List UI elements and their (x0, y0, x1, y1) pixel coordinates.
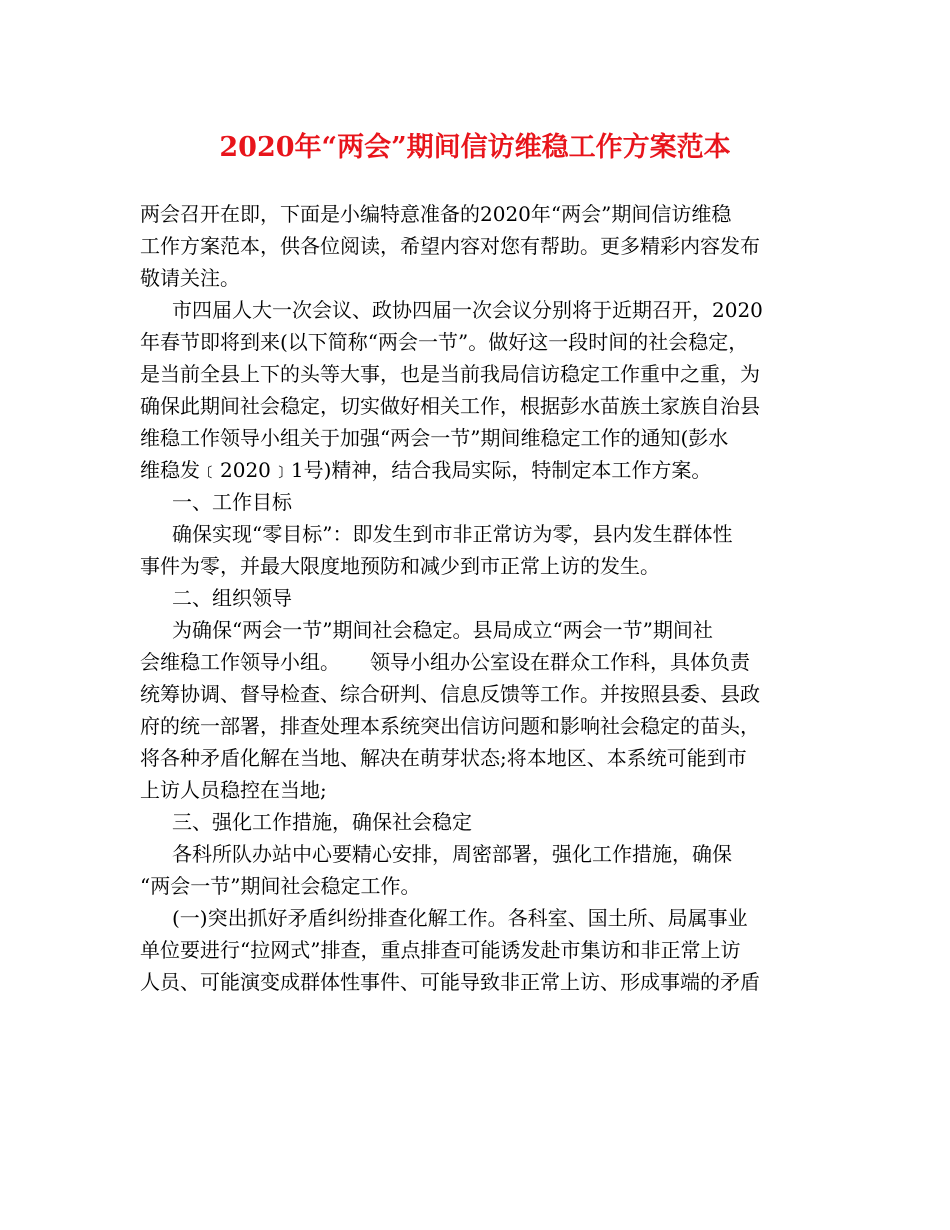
text-line: 会维稳工作领导小组。 领导小组办公室设在群众工作科，具体负责 (140, 650, 750, 674)
text-line: 统筹协调、督导检查、综合研判、信息反馈等工作。并按照县委、县政 (140, 682, 760, 706)
section-heading: 二、组织领导 (172, 586, 292, 610)
text-line: 工作方案范本，供各位阅读，希望内容对您有帮助。更多精彩内容发布 (140, 234, 760, 258)
document-body (140, 198, 820, 998)
text-line: 将各种矛盾化解在当地、解决在萌芽状态;将本地区、本系统可能到市 (140, 746, 747, 770)
paragraph-intro (140, 198, 820, 294)
section-heading-measures (140, 806, 820, 838)
text-line: 敬请关注。 (140, 266, 240, 290)
text-line: 事件为零，并最大限度地预防和减少到市正常上访的发生。 (140, 554, 660, 578)
text-line: 年春节即将到来(以下简称“两会一节”。做好这一段时间的社会稳定， (140, 330, 749, 354)
text-line: 单位要进行“拉网式”排查，重点排查可能诱发赴市集访和非正常上访 (140, 938, 741, 962)
paragraph-leadership (140, 614, 820, 806)
document-title: 2020年“两会”期间信访维稳工作方案范本 (219, 132, 731, 163)
text-line: 府的统一部署，排查处理本系统突出信访问题和影响社会稳定的苗头， (140, 714, 760, 738)
paragraph-goals (140, 518, 820, 582)
section-heading-goals (140, 486, 820, 518)
text-line: 维稳工作领导小组关于加强“两会一节”期间维稳定工作的通知(彭水 (140, 426, 729, 450)
section-heading: 一、工作目标 (172, 490, 292, 514)
text-line: 确保此期间社会稳定，切实做好相关工作，根据彭水苗族土家族自治县 (140, 394, 760, 418)
text-line: 各科所队办站中心要精心安排，周密部署，强化工作措施，确保 (172, 842, 732, 866)
text-line: 是当前全县上下的头等大事，也是当前我局信访稳定工作重中之重，为 (140, 362, 760, 386)
text-line: (一)突出抓好矛盾纠纷排查化解工作。各科室、国土所、局属事业 (172, 906, 748, 930)
text-line: 市四届人大一次会议、政协四届一次会议分别将于近期召开，2020 (172, 298, 763, 322)
text-line: 两会召开在即，下面是小编特意准备的2020年“两会”期间信访维稳 (140, 202, 732, 226)
paragraph-measures (140, 838, 820, 902)
text-line: “两会一节”期间社会稳定工作。 (140, 874, 421, 898)
paragraph-dispute-screening (140, 902, 820, 998)
text-line: 确保实现“零目标”：即发生到市非正常访为零，县内发生群体性 (172, 522, 733, 546)
section-heading: 三、强化工作措施，确保社会稳定 (172, 810, 472, 834)
section-heading-leadership (140, 582, 820, 614)
text-line: 为确保“两会一节”期间社会稳定。县局成立“两会一节”期间社 (172, 618, 713, 642)
text-line: 人员、可能演变成群体性事件、可能导致非正常上访、形成事端的矛盾 (140, 970, 760, 994)
text-line: 上访人员稳控在当地; (140, 778, 327, 802)
text-line: 维稳发﹝2020﹞1号)精神，结合我局实际，特制定本工作方案。 (140, 458, 712, 482)
paragraph-background (140, 294, 820, 486)
